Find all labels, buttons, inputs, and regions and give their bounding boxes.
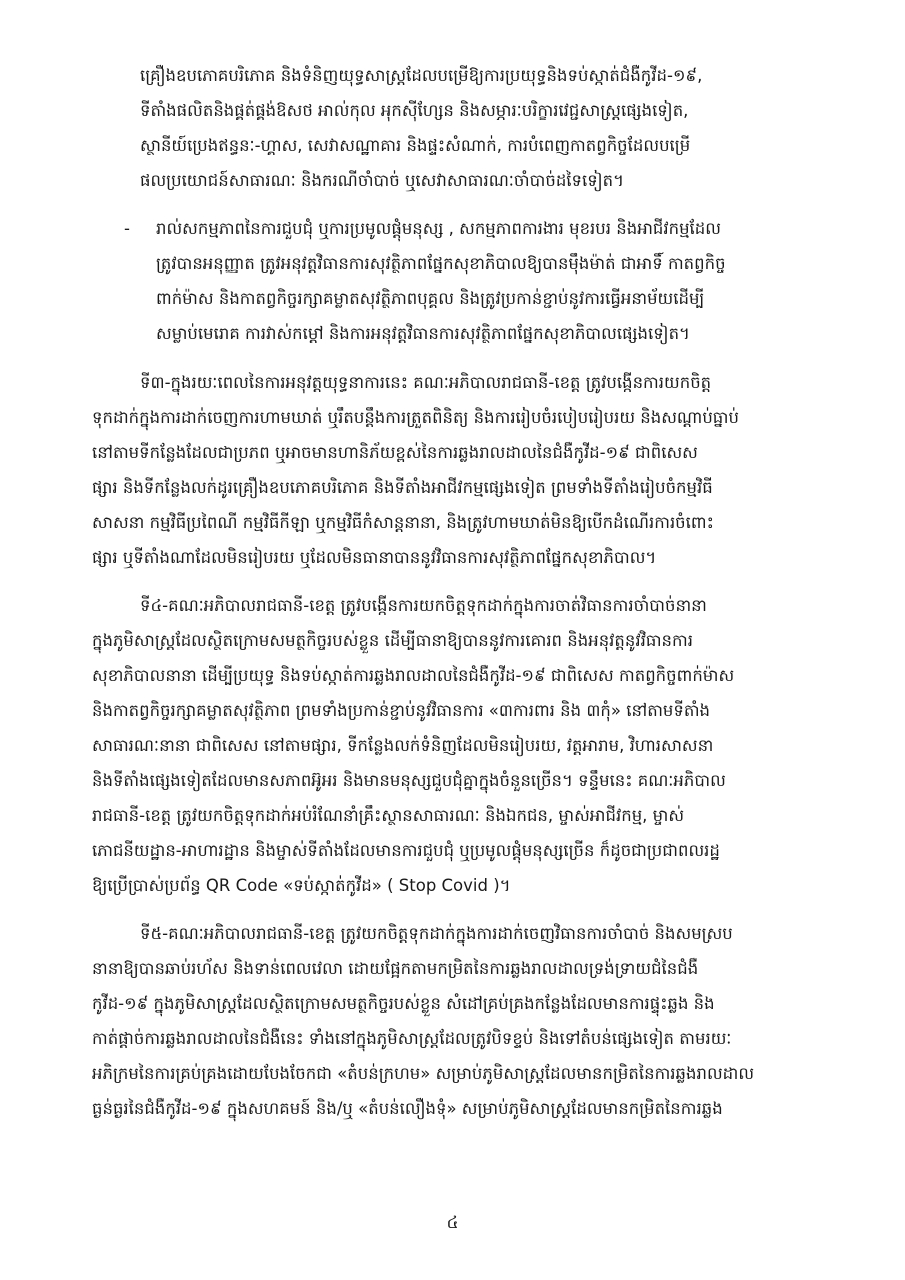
text-line: ទុកដាក់ក្នុងការដាក់ចេញការហាមឃាត់ ឬរឹតបន្តឹងការត្រួតពិនិត្យ និងការរៀបចំរបៀបរៀបរយ និងសណ្តាប់ធ្នាប់ (92, 408, 739, 427)
text-line: នានាឱ្យបានឆាប់រហ័ស និងទាន់ពេលវេលា ដោយផ្អែកតាមកម្រិតនៃការឆ្លងរាលដាលទ្រង់ទ្រាយជំនៃជំងឺ (92, 959, 699, 978)
bullet-dash: - (124, 219, 130, 238)
text-line: អភិក្រមនៃការគ្រប់គ្រងដោយបែងចែកជា «តំបន់ក្រហម» សម្រាប់ភូមិសាស្ត្រដែលមានកម្រិតនៃការឆ្លងរាលដាល (92, 1064, 755, 1083)
text-line: ធ្ងន់ធ្ងរនៃជំងឺកូវីដ-១៩ ក្នុងសហគមន៍ និង/ឬ «តំបន់លឿងទុំ» សម្រាប់ភូមិសាស្ត្រដែលមានកម្រិតនៃការឆ្លង (92, 1099, 723, 1118)
text-line: ស្ថានីយ៍ប្រេងឥន្ធនៈ-ហ្គាស, សេវាសណ្ឋាគារ និងផ្ទះសំណាក់, ការបំពេញកាតព្វកិច្ចដែលបម្រើ (140, 136, 691, 155)
text-line: ទី៥-គណៈអភិបាលរាជធានី-ខេត្ត ត្រូវយកចិត្តទុកដាក់ក្នុងការដាក់ចេញវិធានការចាំបាច់ និងសមស្រប (140, 924, 733, 943)
text-line: និងកាតព្វកិច្ចរក្សាគម្លាតសុវត្ថិភាព ព្រមទាំងប្រកាន់ខ្ជាប់នូវវិធានការ «៣ការពារ និង ៣កុំ» នៅតាមទីតាំង (92, 701, 711, 720)
text-line: គ្រឿងឧបភោគបរិភោគ និងទំនិញយុទ្ធសាស្ត្រដែលបម្រើឱ្យការប្រយុទ្ធនិងទប់ស្កាត់ជំងឺកូវីដ-១៩, (140, 66, 703, 85)
text-line: ផលប្រយោជន៍សាធារណៈ និងករណីចាំបាច់ ឬសេវាសាធារណៈចាំបាច់ដទៃទៀត។ (140, 171, 624, 190)
text-line: សុខាភិបាលនានា ដើម្បីប្រយុទ្ធ និងទប់ស្កាត់ការឆ្លងរាលដាលនៃជំងឺកូវីដ-១៩ ជាពិសេស កាតព្វកិច្ចពាក់ម៉ាស (92, 666, 735, 685)
text-line: ទី៤-គណៈអភិបាលរាជធានី-ខេត្ត ត្រូវបង្កើនការយកចិត្តទុកដាក់ក្នុងការចាត់វិធានការចាំបាច់នានា (140, 596, 707, 615)
text-line: ទី៣-ក្នុងរយៈពេលនៃការអនុវត្តយុទ្ធនាការនេះ គណៈអភិបាលរាជធានី-ខេត្ត ត្រូវបង្កើនការយកចិត្ត (140, 373, 712, 392)
text-line: រាល់សកម្មភាពនៃការជួបជុំ ឬការប្រមូលផ្តុំមនុស្ស , សកម្មភាពការងារ មុខរបរ និងអាជីវកម្មដែល (156, 219, 721, 238)
text-line: ពាក់ម៉ាស និងកាតព្វកិច្ចរក្សាគម្លាតសុវត្ថិភាពបុគ្គល និងត្រូវប្រកាន់ខ្ជាប់នូវការធ្វើអនាម័យដើម្បី (156, 289, 705, 308)
text-line: ភោជនីយដ្ឋាន-អាហារដ្ឋាន និងម្ចាស់ទីតាំងដែលមានការជួបជុំ ឬប្រមូលផ្តុំមនុស្សច្រើន ក៏ដូចជាប្រជាពលរដ្ឋ (92, 841, 720, 860)
text-line: រាជធានី-ខេត្ត ត្រូវយកចិត្តទុកដាក់អប់រំណែនាំគ្រឹះស្ថានសាធារណៈ និងឯកជន, ម្ចាស់អាជីវកម្ម, ម្ចាស់ (92, 806, 685, 825)
bullet-item (124, 211, 860, 351)
text-line: ឱ្យប្រើប្រាស់ប្រព័ន្ធ QR Code «ទប់ស្កាត់កូវីដ» ( Stop Covid )។ (92, 876, 511, 895)
text-line: សាធារណៈនានា ជាពិសេស នៅតាមផ្សារ, ទីកន្លែងលក់ទំនិញដែលមិនរៀបរយ, វត្តអារាម, វិហារសាសនា (92, 736, 714, 755)
text-line: ផ្សារ ឬទីតាំងណាដែលមិនរៀបរយ ឬដែលមិនធានាបាននូវវិធានការសុវត្ថិភាពផ្នែកសុខាភិបាល។ (92, 548, 657, 567)
document-body (92, 58, 860, 1139)
page-number: ៤ (446, 1213, 459, 1233)
text-line: សម្លាប់មេរោគ ការវាស់កម្តៅ និងការអនុវត្តវិធានការសុវត្ថិភាពផ្នែកសុខាភិបាលផ្សេងទៀត។ (156, 324, 690, 343)
text-line: និងទីតាំងផ្សេងទៀតដែលមានសភាពអ៊ូអរ និងមានមនុស្សជួបជុំគ្នាក្នុងចំនួនច្រើន។ ទន្ទឹមនេះ គណៈអភិបាល (92, 771, 726, 790)
text-line: ត្រូវបានអនុញ្ញាត ត្រូវអនុវត្តវិធានការសុវត្ថិភាពផ្នែកសុខាភិបាលឱ្យបានម៉ឹងម៉ាត់ ជាអាទិ៍ កាតព្វកិច្ច (156, 254, 726, 273)
text-line: នៅតាមទីកន្លែងដែលជាប្រភព ឬអាចមានហានិភ័យខ្ពស់នៃការឆ្លងរាលដាលនៃជំងឺកូវីដ-១៩ ជាពិសេស (92, 443, 698, 462)
text-line: កាត់ផ្តាច់ការឆ្លងរាលដាលនៃជំងឺនេះ ទាំងនៅក្នុងភូមិសាស្ត្រដែលត្រូវបិទខ្ទប់ និងទៅតំបន់ផ្សេងទៀត តាមរយៈ (92, 1029, 732, 1048)
paragraph-continuation (140, 58, 860, 198)
text-line: ក្នុងភូមិសាស្ត្រដែលស្ថិតក្រោមសមត្ថកិច្ចរបស់ខ្លួន ដើម្បីធានាឱ្យបាននូវការគោរព និងអនុវត្តនូវវិធានការ (92, 631, 693, 650)
paragraph-article-5 (92, 916, 860, 1126)
paragraph-article-4 (92, 588, 860, 903)
text-line: ផ្សារ និងទីកន្លែងលក់ដូរគ្រឿងឧបភោគបរិភោគ និងទីតាំងអាជីវកម្មផ្សេងទៀត ព្រមទាំងទីតាំងរៀបចំកម្មវិធី (92, 478, 713, 497)
text-line: កូវីដ-១៩ ក្នុងភូមិសាស្ត្រដែលស្ថិតក្រោមសមត្ថកិច្ចរបស់ខ្លួន សំដៅគ្រប់គ្រងកន្លែងដែលមានការផ្ទុះឆ្លង និង (92, 994, 715, 1013)
text-line: សាសនា កម្មវិធីប្រពៃណី កម្មវិធីកីឡា ឬកម្មវិធីកំសាន្តនានា, និងត្រូវហាមឃាត់មិនឱ្យបើកដំណើរការចំពោះ (92, 513, 714, 532)
text-line: ទីតាំងផលិតនិងផ្គត់ផ្គង់ឱសថ អាល់កុល អុកស៊ីហ្សែន និងសម្ភារៈបរិក្ខារវេជ្ជសាស្ត្រផ្សេងទៀត, (140, 101, 689, 120)
paragraph-article-3 (92, 365, 860, 575)
